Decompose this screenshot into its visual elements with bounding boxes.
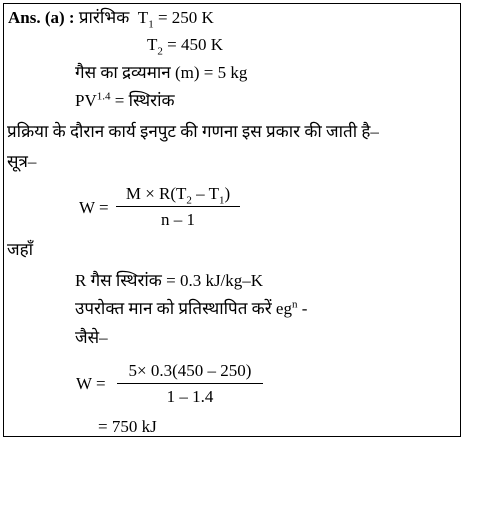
t2-line xyxy=(147,35,224,58)
formula-denominator: n – 1 xyxy=(161,210,195,229)
formula-w-equals: W = xyxy=(79,198,109,217)
formula-fraction xyxy=(116,184,240,230)
answer-label: Ans. (a) : xyxy=(8,8,75,27)
t2-subscript: 2 xyxy=(157,45,163,58)
formula-numerator: $M \times R(T_2 - T_1)$ xyxy=(125,184,231,207)
calc-w-equals: W = xyxy=(76,374,106,393)
calc-fraction-bar xyxy=(117,383,263,384)
process-line: प्रक्रिया के दौरान कार्य इनपुट की गणना इस प्रकार की जाती है– xyxy=(7,122,379,141)
substitute-line xyxy=(75,299,307,319)
substitute-superscript: n xyxy=(291,298,298,311)
t2-symbol: T xyxy=(147,35,158,54)
mass-line: गैस का द्रव्यमान (m) = 5 kg xyxy=(75,63,248,82)
pv-exponent: 1.4 xyxy=(96,90,111,103)
initial-word: प्रारंभिक xyxy=(78,8,130,27)
such-as-label: जैसे– xyxy=(75,328,108,347)
pv-base: PV xyxy=(75,91,97,110)
substitute-tail: - xyxy=(297,299,308,318)
formula-label: सूत्र– xyxy=(7,152,37,171)
substitute-text: उपरोक्त मान को प्रतिस्थापित करें eg xyxy=(75,299,292,318)
answer-header-line xyxy=(8,8,214,31)
t1-value: = 250 K xyxy=(157,8,214,27)
pv-line xyxy=(75,91,175,111)
calc-fraction xyxy=(117,361,263,407)
pv-rest: = स्थिरांक xyxy=(114,91,175,110)
where-label: जहाँ xyxy=(7,240,34,259)
t2-value: = 450 K xyxy=(167,35,224,54)
t1-subscript: 1 xyxy=(148,18,154,31)
calc-numerator: 5× 0.3(450 – 250) xyxy=(128,361,252,380)
result-line: = 750 kJ xyxy=(98,417,157,436)
t1-symbol: T xyxy=(137,8,149,27)
gas-constant-line: R गैस स्थिरांक = 0.3 kJ/kg–K xyxy=(75,271,264,290)
calc-denominator: 1 – 1.4 xyxy=(166,387,214,406)
